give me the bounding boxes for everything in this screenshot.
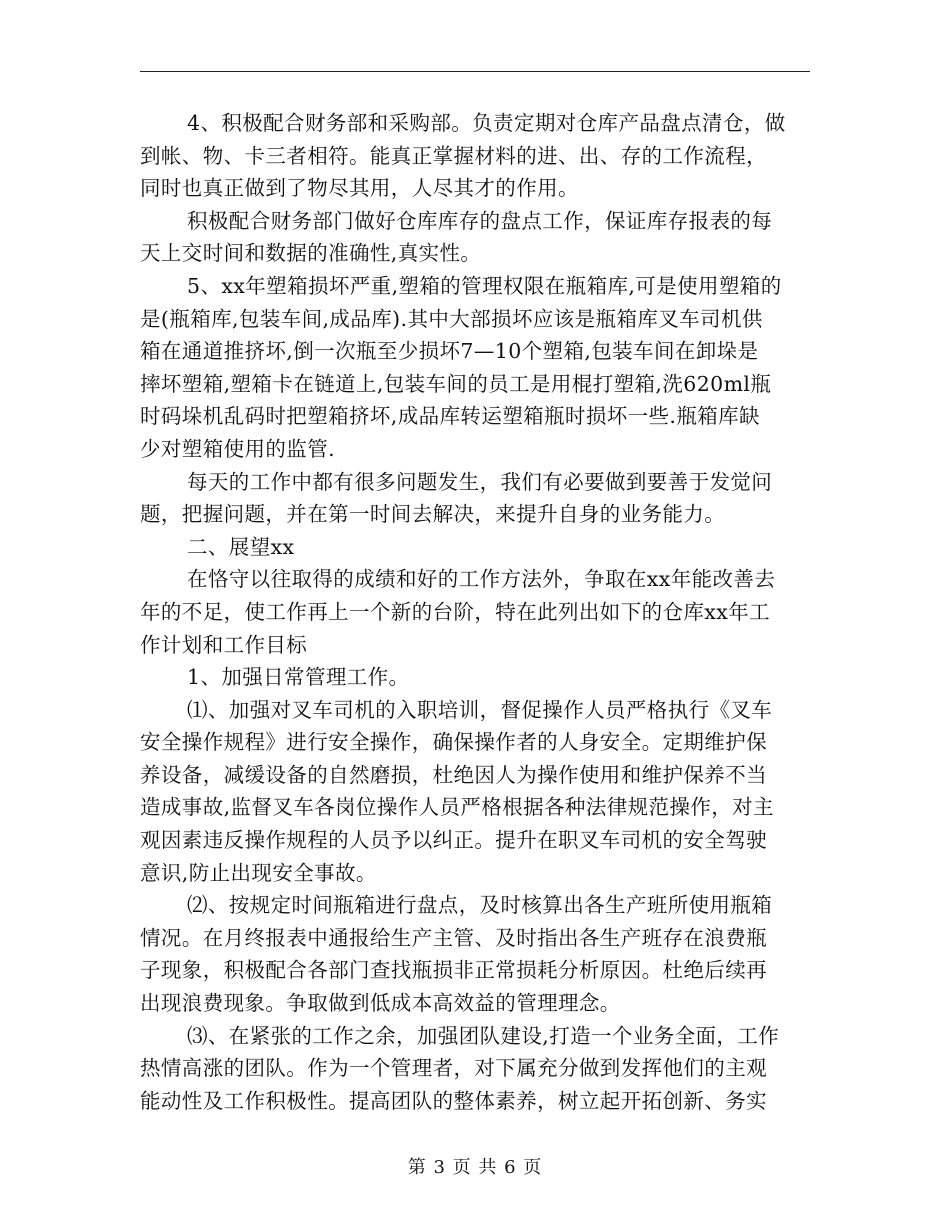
text-line: 意识,防止出现安全事故。 xyxy=(140,860,377,885)
text-line: 时码垛机乱码时把塑箱挤坏,成品库转运塑箱瓶时损坏一些.瓶箱库缺 xyxy=(140,404,760,429)
text-line: 题，把握问题，并在第一时间去解决，来提升自身的业务能力。 xyxy=(140,502,726,527)
text-line: 天上交时间和数据的准确性,真实性。 xyxy=(140,241,482,266)
text-line: 造成事故,监督叉车各岗位操作人员严格根据各种法律规范操作，对主 xyxy=(140,795,774,820)
text-line: 5、xx年塑箱损坏严重,塑箱的管理权限在瓶箱库,可是使用塑箱的 xyxy=(187,273,782,298)
text-line: 1、加强日常管理工作。 xyxy=(187,665,410,690)
text-line: 每天的工作中都有很多问题发生，我们有必要做到要善于发觉问 xyxy=(187,469,773,494)
text-line: 年的不足，使工作再上一个新的台阶，特在此列出如下的仓库xx年工 xyxy=(140,599,771,624)
text-line: 积极配合财务部门做好仓库库存的盘点工作，保证库存报表的每 xyxy=(187,208,773,233)
text-line: 二、展望xx xyxy=(187,534,295,559)
text-line: 出现浪费现象。争取做到低成本高效益的管理理念。 xyxy=(140,991,621,1016)
text-line: 同时也真正做到了物尽其用，人尽其才的作用。 xyxy=(140,176,579,201)
text-line: 热情高涨的团队。作为一个管理者，对下属充分做到发挥他们的主观 xyxy=(140,1056,767,1081)
text-line: 情况。在月终报表中通报给生产主管、及时指出各生产班存在浪费瓶 xyxy=(140,925,767,950)
page-footer: 第 3 页 共 6 页 xyxy=(407,1157,543,1178)
text-line: 能动性及工作积极性。提高团队的整体素养，树立起开拓创新、务实 xyxy=(140,1088,767,1113)
text-line: 到帐、物、卡三者相符。能真正掌握材料的进、出、存的工作流程， xyxy=(140,143,767,168)
text-line: ⑵、按规定时间瓶箱进行盘点，及时核算出各生产班所使用瓶箱 xyxy=(187,893,773,918)
text-line: 在恪守以往取得的成绩和好的工作方法外，争取在xx年能改善去 xyxy=(187,567,776,592)
text-line: 少对塑箱使用的监管. xyxy=(140,436,336,461)
text-line: 作计划和工作目标 xyxy=(140,632,308,657)
text-line: ⑴、加强对叉车司机的入职培训，督促操作人员严格执行《叉车 xyxy=(187,697,773,722)
text-line: 是(瓶箱库,包装车间,成品库).其中大部损坏应该是瓶箱库叉车司机供 xyxy=(140,306,763,331)
text-line: ⑶、在紧张的工作之余，加强团队建设,打造一个业务全面，工作 xyxy=(187,1023,780,1048)
text-line: 养设备，减缓设备的自然磨损，杜绝因人为操作使用和维护保养不当 xyxy=(140,762,767,787)
text-line: 安全操作规程》进行安全操作，确保操作者的人身安全。定期维护保 xyxy=(140,730,767,755)
text-line: 摔坏塑箱,塑箱卡在链道上,包装车间的员工是用棍打塑箱,洗620ml瓶 xyxy=(140,371,772,396)
body-text xyxy=(140,107,820,1117)
text-line: 观因素违反操作规程的人员予以纠正。提升在职叉车司机的安全驾驶 xyxy=(140,828,767,853)
text-line: 4、积极配合财务部和采购部。负责定期对仓库产品盘点清仓，做 xyxy=(187,111,786,135)
header-rule xyxy=(140,71,810,72)
text-line: 子现象，积极配合各部门查找瓶损非正常损耗分析原因。杜绝后续再 xyxy=(140,958,767,983)
text-line: 箱在通道推挤坏,倒一次瓶至少损坏7—10个塑箱,包装车间在卸垛是 xyxy=(140,339,759,364)
